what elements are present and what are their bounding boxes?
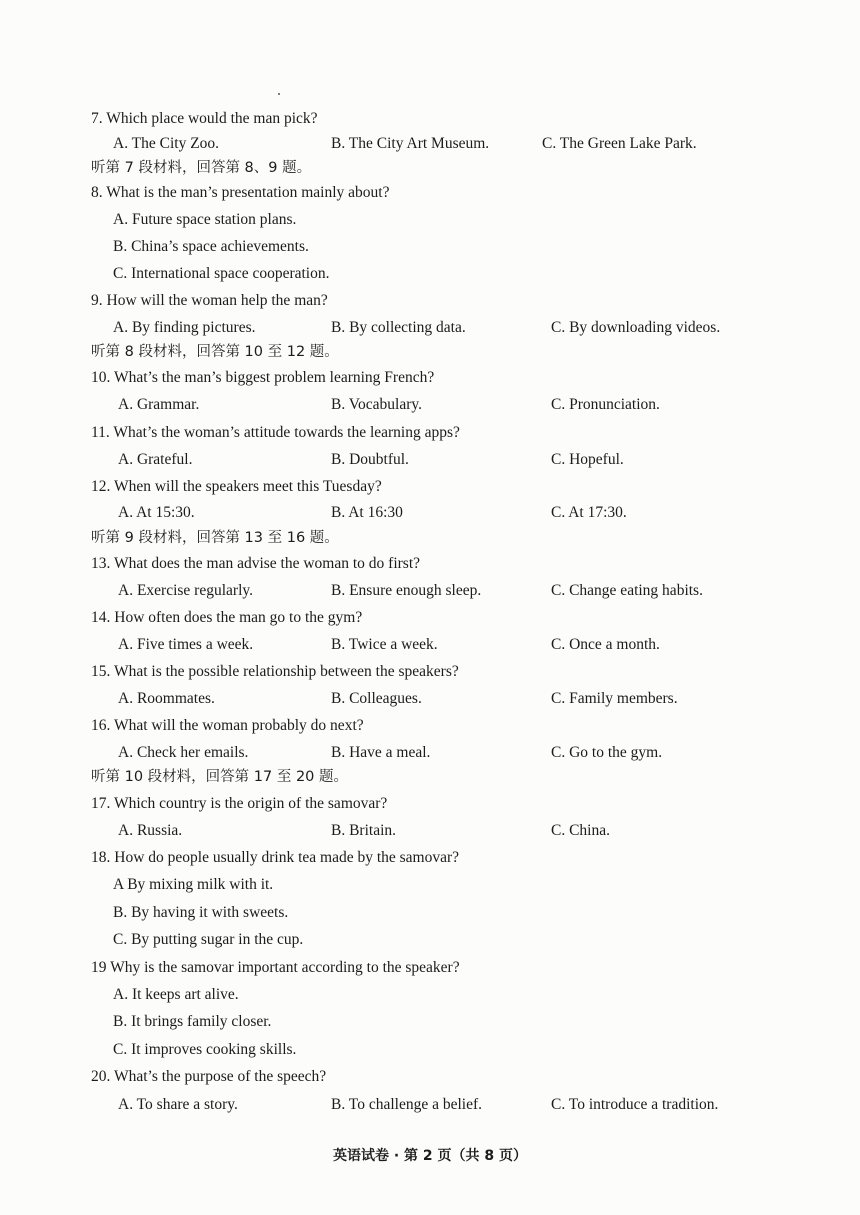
answer-option: C. China.	[551, 822, 610, 839]
answer-option: B. By collecting data.	[331, 319, 466, 336]
answer-option: A By mixing milk with it.	[113, 876, 274, 893]
question-text: 19 Why is the samovar important according to the speaker?	[91, 959, 460, 976]
answer-option: B. At 16:30	[331, 504, 403, 521]
answer-option: C. Change eating habits.	[551, 582, 703, 599]
answer-option: B. Colleagues.	[331, 690, 422, 707]
answer-option: C. The Green Lake Park.	[542, 135, 697, 152]
answer-option: C. It improves cooking skills.	[113, 1041, 297, 1058]
question-text: 9. How will the woman help the man?	[91, 292, 328, 309]
answer-option: C. Go to the gym.	[551, 744, 663, 761]
answer-option: B. Twice a week.	[331, 636, 438, 653]
answer-option: B. The City Art Museum.	[331, 135, 490, 152]
answer-option: B. Britain.	[331, 822, 397, 839]
answer-option: A. Future space station plans.	[113, 211, 297, 228]
question-text: 12. When will the speakers meet this Tuesday?	[91, 478, 382, 495]
question-text: 15. What is the possible relationship between the speakers?	[91, 663, 459, 680]
answer-option: A. To share a story.	[118, 1096, 238, 1113]
answer-option: C. To introduce a tradition.	[551, 1096, 719, 1113]
answer-option: C. By downloading videos.	[551, 319, 721, 336]
answer-option: B. By having it with sweets.	[113, 904, 289, 921]
question-text: 14. How often does the man go to the gym?	[91, 609, 363, 626]
question-text: 7. Which place would the man pick?	[91, 110, 318, 127]
section-instruction: 听第 10 段材料，回答第 17 至 20 题。	[91, 769, 349, 785]
answer-option: A. By finding pictures.	[113, 319, 256, 336]
question-text: 13. What does the man advise the woman to do first?	[91, 555, 421, 572]
answer-option: A. Five times a week.	[118, 636, 254, 653]
answer-option: A. The City Zoo.	[113, 135, 220, 152]
section-instruction: 听第 9 段材料，回答第 13 至 16 题。	[91, 530, 339, 546]
section-instruction: 听第 8 段材料，回答第 10 至 12 题。	[91, 344, 339, 360]
answer-option: A. Check her emails.	[118, 744, 249, 761]
answer-option: A. Roommates.	[118, 690, 215, 707]
question-text: 8. What is the man’s presentation mainly about?	[91, 184, 390, 201]
question-text: 16. What will the woman probably do next?	[91, 717, 364, 734]
answer-option: B. Have a meal.	[331, 744, 431, 761]
answer-option: A. Grateful.	[118, 451, 193, 468]
answer-option: A. At 15:30.	[118, 504, 195, 521]
answer-option: B. Ensure enough sleep.	[331, 582, 482, 599]
answer-option: A. Exercise regularly.	[118, 582, 253, 599]
answer-option: B. It brings family closer.	[113, 1013, 272, 1030]
section-instruction: 听第 7 段材料，回答第 8、9 题。	[91, 160, 312, 176]
answer-option: B. Vocabulary.	[331, 396, 422, 413]
answer-option: C. International space cooperation.	[113, 265, 330, 282]
answer-option: B. China’s space achievements.	[113, 238, 309, 255]
scan-speck	[278, 93, 280, 95]
answer-option: A. It keeps art alive.	[113, 986, 239, 1003]
answer-option: C. By putting sugar in the cup.	[113, 931, 304, 948]
question-text: 11. What’s the woman’s attitude towards the learning apps?	[91, 424, 460, 441]
question-text: 10. What’s the man’s biggest problem learning French?	[91, 369, 435, 386]
answer-option: C. Once a month.	[551, 636, 660, 653]
answer-option: C. Family members.	[551, 690, 678, 707]
answer-option: C. Pronunciation.	[551, 396, 660, 413]
answer-option: B. To challenge a belief.	[331, 1096, 482, 1113]
question-text: 20. What’s the purpose of the speech?	[91, 1068, 327, 1085]
question-text: 18. How do people usually drink tea made by the samovar?	[91, 849, 460, 866]
answer-option: A. Grammar.	[118, 396, 200, 413]
page-footer: 英语试卷 · 第 2 页（共 8 页）	[332, 1148, 528, 1164]
answer-option: C. Hopeful.	[551, 451, 624, 468]
answer-option: A. Russia.	[118, 822, 183, 839]
answer-option: B. Doubtful.	[331, 451, 409, 468]
answer-option: C. At 17:30.	[551, 504, 627, 521]
question-text: 17. Which country is the origin of the samovar?	[91, 795, 388, 812]
